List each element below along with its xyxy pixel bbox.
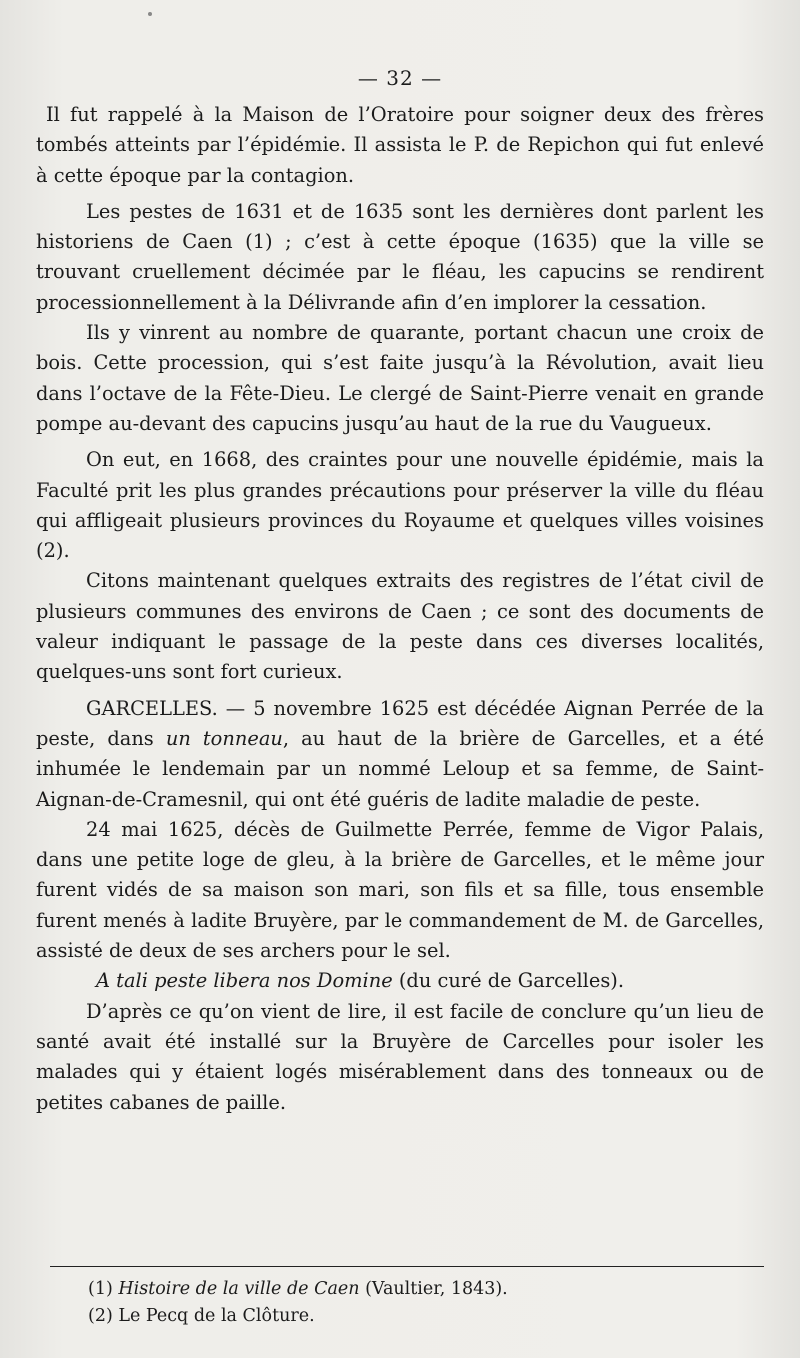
paragraph-garcelles	[36, 694, 764, 815]
paragraph-24-mai: 24 mai 1625, décès de Guilmette Perrée, femme de Vigor Palais, dans une petite loge de gleu, à la brière de Garcelles, et le même jour furent vidés de sa maison son mari, son fils et sa fille, tous ensemble furent menés à ladite Bruyère, par le commandement de M. de Garcelles, assisté de deux de ses archers pour le sel.	[36, 817, 764, 963]
footnote-rule	[50, 1266, 764, 1267]
body-text	[36, 100, 764, 1118]
paragraph-1668: On eut, en 1668, des craintes pour une nouvelle épidémie, mais la Faculté prit les plus grandes précautions pour préserver la ville du fléau qui affligeait plusieurs provinces du Royaume et quelques villes voisines (2).	[36, 448, 764, 563]
footnote-1-mark: (1)	[88, 1279, 113, 1299]
garcelles-text-after: , au haut de la brière de Garcelles, et a été inhumée le lendemain par un nommé Leloup et sa femme, de Saint-Aignan-de-Cramesnil, qui ont été guéris de ladite maladie de peste.	[36, 726, 765, 811]
paragraph-latin	[36, 966, 764, 996]
footnote-1-after: (Vaultier, 1843).	[359, 1279, 508, 1299]
paragraph-oratoire: Il fut rappelé à la Maison de l’Oratoire pour soigner deux des frères tombés atteints par l’épidémie. Il assista le P. de Repichon qui fut enlevé à cette époque par la contagion.	[36, 103, 764, 187]
footnote-1-italic: Histoire de la ville de Caen	[118, 1279, 360, 1299]
footnote-1	[88, 1276, 768, 1303]
latin-after: (du curé de Garcelles).	[392, 969, 625, 993]
garcelles-text-before: GARCELLES. — 5 novembre 1625 est décédée Aignan Perrée de la peste, dans	[36, 696, 764, 750]
page-number: — 32 —	[357, 66, 443, 90]
footnotes	[88, 1276, 768, 1330]
footnote-2-mark: (2)	[88, 1306, 113, 1326]
footnote-2	[88, 1303, 768, 1330]
paragraph-conclusion: D’après ce qu’on vient de lire, il est facile de conclure qu’un lieu de santé avait été installé sur la Bruyère de Carcelles pour isoler les malades qui y étaient logés misérablement dans des tonneaux ou de petites cabanes de paille.	[36, 999, 764, 1114]
garcelles-italic: un tonneau	[165, 726, 283, 750]
latin-italic: A tali peste libera nos Domine	[96, 969, 393, 993]
paragraph-pestes: Les pestes de 1631 et de 1635 sont les dernières dont parlent les historiens de Caen (1) ; c’est à cette époque (1635) que la ville se trouvant cruellement décimée par le fléau, les capucins se rendirent processionnellement à la Délivrande afin d’en implorer la cessation.	[36, 199, 764, 314]
scan-speck	[148, 12, 152, 16]
paragraph-registres: Citons maintenant quelques extraits des registres de l’état civil de plusieurs communes des environs de Caen ; ce sont des documents de valeur indiquant le passage de la peste dans ces diverses localités, quelques-uns sont fort curieux.	[36, 569, 764, 684]
footnote-2-text: Le Pecq de la Clôture.	[118, 1306, 315, 1326]
paragraph-procession: Ils y vinrent au nombre de quarante, portant chacun une croix de bois. Cette procession, qui s’est faite jusqu’à la Révolution, avait lieu dans l’octave de la Fête-Dieu. Le clergé de Saint-Pierre venait en grande pompe au-devant des capucins jusqu’au haut de la rue du Vaugueux.	[36, 321, 764, 435]
